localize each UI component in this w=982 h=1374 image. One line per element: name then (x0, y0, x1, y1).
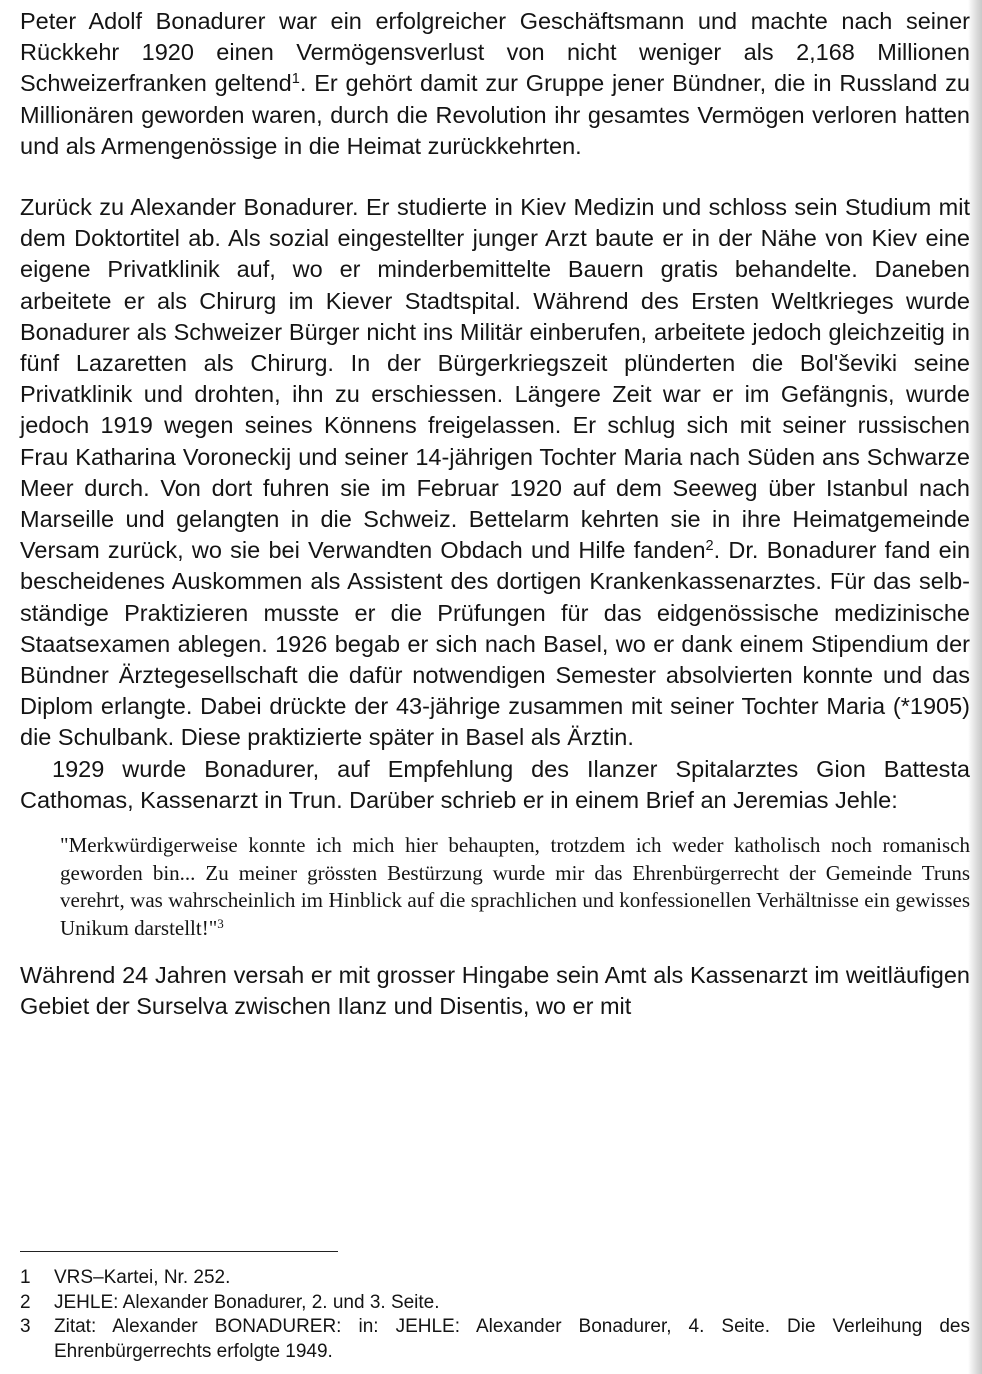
paragraph-1-rest: . Er gehört damit zur Gruppe jener Bündner, die in Russland zu Millionären geworden waren, durch die Revolution ihr gesamtes Vermögen verloren hatten und als Armengenössige in die Heimat zurückkehrten. (20, 70, 970, 159)
paragraph-3: 1929 wurde Bonadurer, auf Empfehlung des Ilanzer Spitalarztes Gion Battesta Cathomas, Kassenarzt in Trun. Darüber schrieb er in einem Brief an Jeremias Jehle: (20, 755, 970, 813)
block-quote-text: "Merkwürdigerweise konnte ich mich hier behaupten, trotzdem ich weder katholisch noch romanisch geworden bin... Zu meiner grössten Bestürzung wurde mir das Ehrenbürgerrecht der Gemeinde Truns verehrt, was wahrscheinlich im Hinblick auf die sprachlichen und konfessionellen Verhältnisse ein gewisses Unikum darstellt!" (60, 833, 970, 940)
footnote-ref-1: 1 (291, 71, 300, 88)
paragraph-4: Während 24 Jahren versah er mit grosser Hingabe sein Amt als Kassenarzt im weitläufigen Gebiet der Surselva zwischen Ilanz und Disentis, wo er mit (20, 962, 970, 1020)
footnote-1 (20, 1266, 970, 1291)
document-body (20, 6, 970, 1022)
paragraph-1-text: Peter Adolf Bonadurer war ein erfolgreicher Geschäftsmann und machte nach seiner Rückkehr 1920 einen Vermögensverlust von nicht weniger als 2,168 Millionen Schweizerfranken geltend (20, 8, 970, 97)
footnote-text: JEHLE: Alexander Bonadurer, 2. und 3. Seite. (54, 1291, 440, 1313)
page-edge-shadow (968, 0, 982, 1374)
footnote-number: 2 (20, 1291, 31, 1313)
footnote-text: VRS–Kartei, Nr. 252. (54, 1267, 231, 1288)
footnote-number: 3 (20, 1316, 31, 1337)
paragraph-2-text: Zurück zu Alexander Bonadurer. Er studierte in Kiev Medizin und schloss sein Studium mit dem Doktortitel ab. Als sozial eingestellter junger Arzt baute er in der Nähe von Kiev eine eigene Privatklinik auf, wo er minderbemittelte Bauern gratis behandelte. Daneben arbeitete er als Chirurg im Kiever Stadtspital. Während des Ersten Weltkrieges wurde Bonadurer als Schweizer Bürger nicht ins Militär einberufen, arbeitete jedoch gleichzeitig in fünf Lazaretten als Chirurg. In der Bürgerkriegszeit plünderten die Bol'ševiki seine Privatklinik und drohten, ihn zu erschiessen. Längere Zeit war er im Gefängnis, wurde jedoch 1919 wegen seines Könnens freigelassen. Er schlug sich mit seiner russischen Frau Katharina Voroneckij und seiner 14-jährigen Tochter Maria nach Süden ans Schwarze Meer durch. Von dort fuhren sie im Februar 1920 auf dem Seeweg über Istanbul nach Marseille und gelangten in die Schweiz. Bettelarm kehrten sie in ihre Heimatgemeinde Versam zurück, wo sie bei Verwandten Obdach und Hilfe fanden (20, 194, 970, 564)
footnote-2 (20, 1291, 970, 1316)
block-quote (60, 832, 970, 942)
footnote-ref-3: 3 (217, 915, 224, 931)
footnote-number: 1 (20, 1267, 31, 1288)
paragraph-2 (20, 192, 970, 754)
paragraph-2-rest: . Dr. Bonadurer fand ein bescheidenes Auskommen als Assistent des dortigen Krankenkassenarztes. Für das selbständige Praktizieren musste er die Prüfungen für das eidgenössische medizinische Staatsexamen ablegen. 1926 begab er sich nach Basel, wo er dank einem Stipendium der Bündner Ärztegesellschaft die dafür notwendigen Semester absolvierten konnte und das Diplom erlangte. Dabei drückte der 43-jährige zusammen mit seiner Tochter Maria (*1905) die Schulbank. Diese praktizierte später in Basel als Ärztin. (20, 537, 971, 751)
footnote-ref-2: 2 (705, 538, 714, 555)
paragraph-1 (20, 6, 970, 162)
footnotes (20, 1266, 970, 1364)
footnote-3 (20, 1315, 970, 1364)
footnote-text: Zitat: Alexander BONADURER: in: JEHLE: Alexander Bonadurer, 4. Seite. Die Verleihung des Ehrenbürgerrechts erfolgte 1949. (54, 1316, 970, 1362)
footnote-separator (20, 1251, 338, 1252)
